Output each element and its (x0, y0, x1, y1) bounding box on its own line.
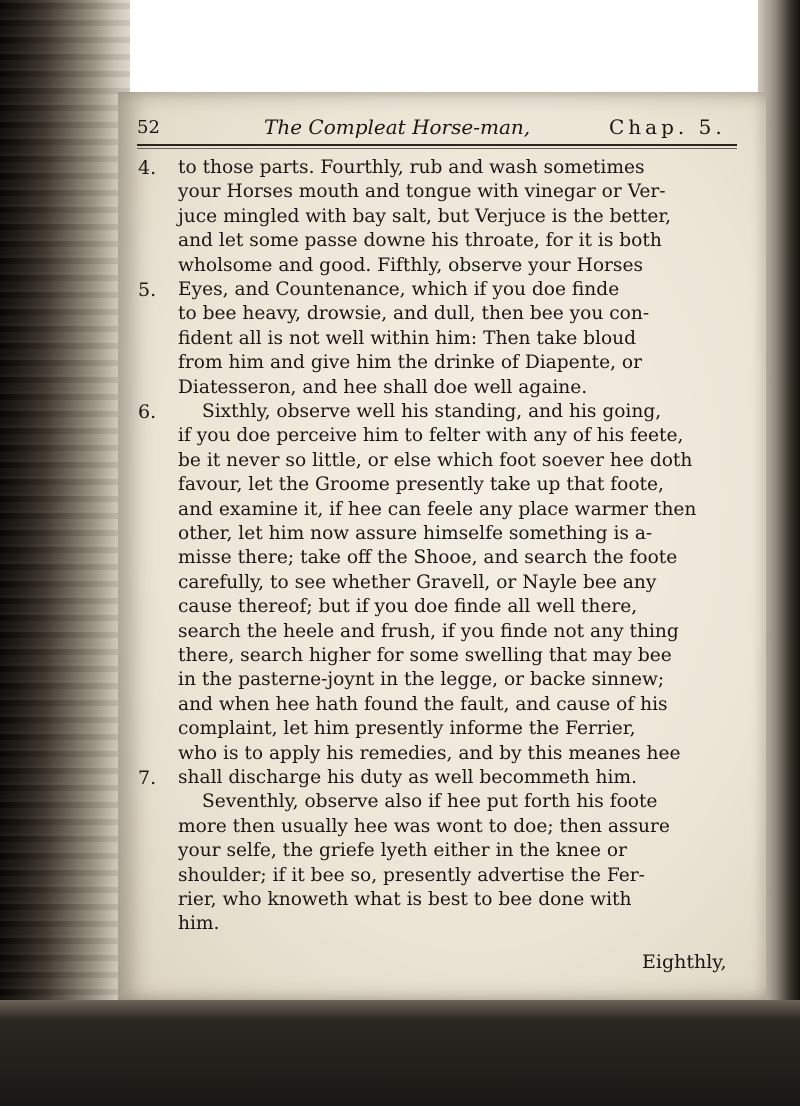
binding-texture (0, 0, 130, 1106)
text-line: rier, who knoweth what is best to bee done with (178, 889, 632, 910)
text-line: Sixthly, observe well his standing, and his going, (202, 401, 662, 422)
text-line: more then usually hee was wont to doe; then assure (178, 815, 670, 837)
running-title: The Compleat Horse-man, (264, 115, 531, 139)
text-line: and when hee hath found the fault, and cause of his (178, 693, 668, 715)
scan-bottom-edge (0, 1000, 800, 1106)
chapter-label: Chap. 5. (609, 115, 726, 139)
margin-number: 7. (138, 767, 157, 789)
margin-number: 4. (138, 157, 157, 179)
text-line: fident all is not well within him: Then take bloud (178, 327, 637, 349)
text-line: favour, let the Groome presently take up that foote, (178, 474, 664, 496)
text-line: if you doe perceive him to felter with any of his feete, (178, 425, 684, 447)
text-line: to bee heavy, drowsie, and dull, then bee you con- (178, 303, 650, 325)
catchword: Eighthly, (642, 951, 727, 973)
text-line: him. (178, 913, 220, 935)
text-line: Diatesseron, and hee shall doe well againe. (178, 376, 588, 398)
text-line: other, let him now assure himselfe something is a- (178, 523, 653, 544)
text-line: and examine it, if hee can feele any place warmer then (178, 498, 697, 520)
margin-number: 5. (138, 279, 157, 301)
text-line: your selfe, the griefe lyeth either in the knee or (178, 840, 628, 862)
text-line: misse there; take off the Shooe, and search the foote (178, 547, 678, 569)
text-line: in the pasterne-joynt in the legge, or backe sinnew; (178, 669, 665, 691)
text-line: shall discharge his duty as well becommeth him. (178, 767, 637, 788)
page-number: 52 (137, 117, 160, 138)
text-line: shoulder; if it bee so, presently advertise the Fer- (178, 864, 645, 886)
text-line: juce mingled with bay salt, but Verjuce is the better, (178, 205, 672, 227)
text-line: carefully, to see whether Gravell, or Nayle bee any (178, 571, 657, 593)
text-line: cause thereof; but if you doe finde all well there, (178, 596, 638, 618)
text-line: there, search higher for some swelling that may bee (178, 645, 672, 666)
header-rule-thin (137, 148, 737, 149)
text-line: from him and give him the drinke of Diapente, or (178, 352, 643, 374)
text-line: wholsome and good. Fifthly, observe your Horses (178, 254, 643, 276)
margin-number: 6. (138, 401, 157, 423)
text-line: Eyes, and Countenance, which if you doe finde (178, 279, 620, 300)
text-line: be it never so little, or else which foot soever hee doth (178, 449, 693, 471)
text-line: Seventhly, observe also if hee put forth his foote (202, 791, 658, 813)
text-line: who is to apply his remedies, and by this meanes hee (178, 742, 681, 764)
text-line: your Horses mouth and tongue with vinegar or Ver- (178, 181, 666, 203)
text-line: to those parts. Fourthly, rub and wash sometimes (178, 157, 645, 178)
text-line: and let some passe downe his throate, for it is both (178, 230, 662, 252)
page-header (137, 113, 737, 143)
header-rule (137, 144, 737, 146)
text-line: complaint, let him presently informe the Ferrier, (178, 718, 636, 740)
text-line: search the heele and frush, if you finde not any thing (178, 620, 679, 642)
